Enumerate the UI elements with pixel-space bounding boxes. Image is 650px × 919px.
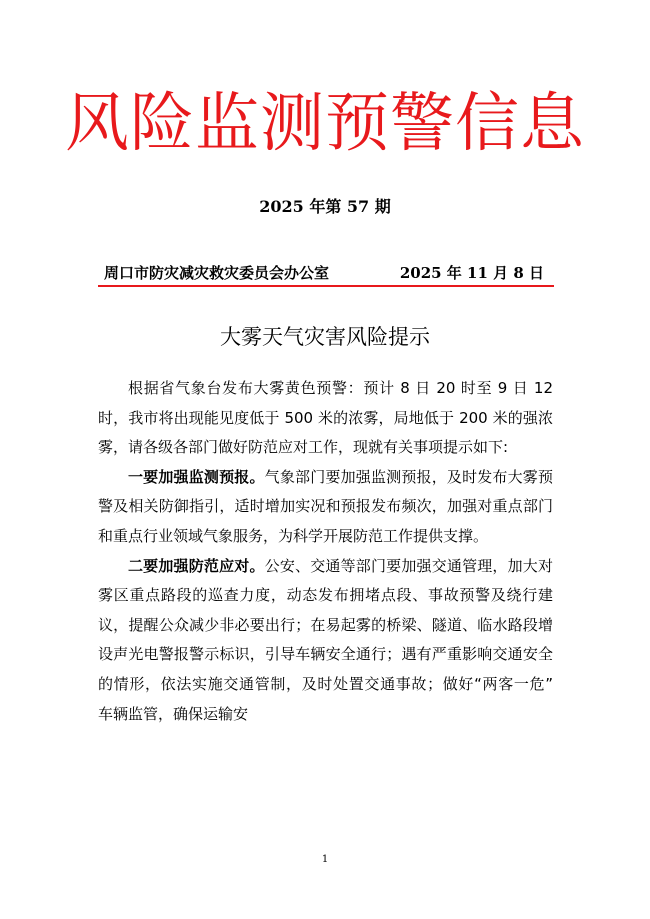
document-body — [98, 374, 553, 729]
section-paragraph-2 — [98, 552, 553, 730]
intro-paragraph: 根据省气象台发布大雾黄色预警：预计 8 日 20 时至 9 日 12 时，我市将出现能见度低于 500 米的浓雾，局地低于 200 米的强浓雾，请各级各部门做好防范应对工作，现就有关事项提示如下: — [98, 379, 553, 457]
section-heading-2: 二要加强防范应对。 — [128, 556, 265, 575]
red-divider-rule — [98, 285, 554, 287]
document-title: 大雾天气灾害风险提示 — [220, 325, 430, 349]
issuing-office: 周口市防灾减灾救灾委员会办公室 — [104, 264, 330, 282]
section-paragraph-1 — [98, 463, 553, 552]
section-heading-1: 一要加强监测预报。 — [128, 467, 265, 486]
issuer-row — [98, 262, 554, 284]
section-text-2: 公安、交通等部门要加强交通管理，加大对雾区重点路段的巡查力度，动态发布拥堵点段、事故预警及绕行建议，提醒公众减少非必要出行；在易起雾的桥梁、隧道、临水路段增设声光电警报警示标识，引导车辆安全通行；遇有严重影响交通安全的情形，依法实施交通管制，及时处置交通事故；做好“两客一危” 车辆监管，确保运输安 — [98, 556, 553, 723]
masthead-title: 风险监测预警信息 — [65, 87, 585, 161]
issue-number: 2025 年第 57 期 — [259, 197, 391, 216]
issue-date: 2025 年 11 月 8 日 — [399, 264, 544, 282]
page-number: 1 — [321, 854, 329, 865]
section-text-1: 气象部门要加强监测预报，及时发布大雾预警及相关防御指引，适时增加实况和预报发布频次，加强对重点部门和重点行业领域气象服务，为科学开展防范工作提供支撑。 — [98, 467, 553, 545]
